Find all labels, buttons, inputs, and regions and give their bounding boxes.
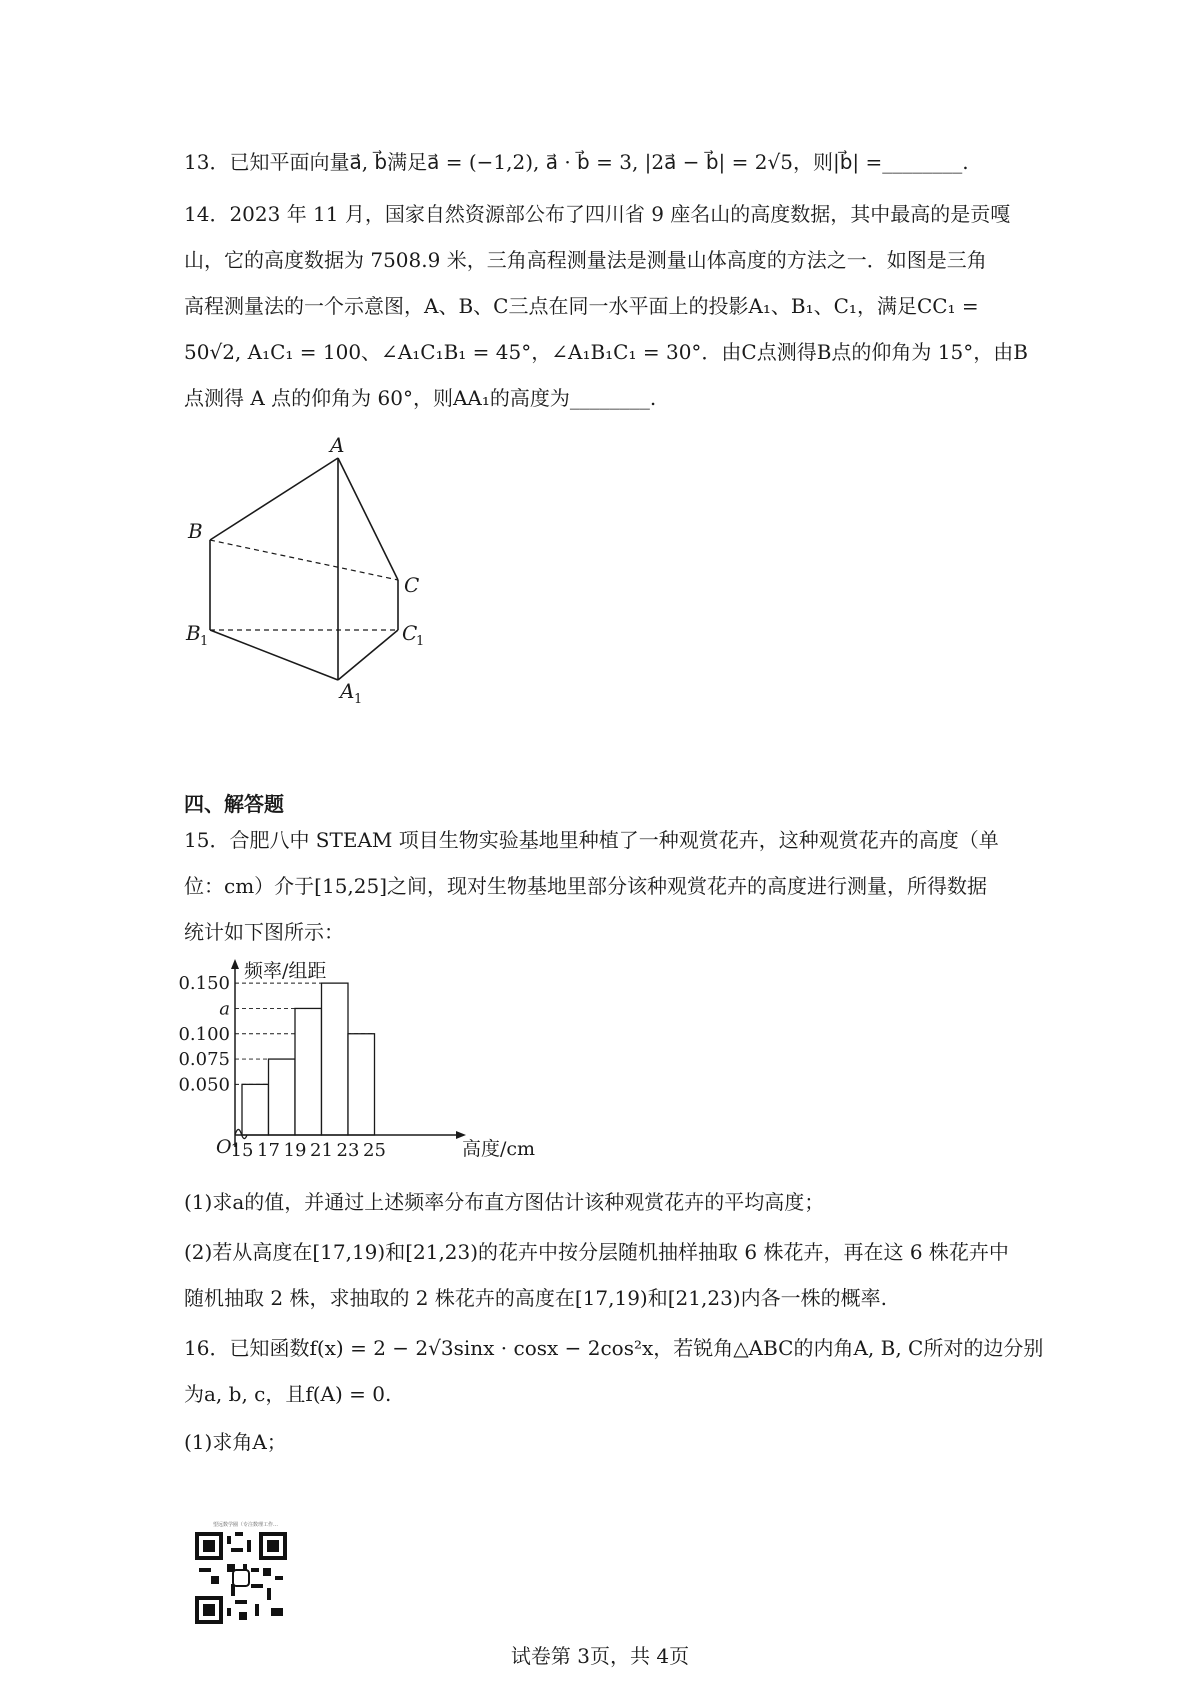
q15-line1: 15．合肥八中 STEAM 项目生物实验基地里种植了一种观赏花卉，这种观赏花卉的高度（单 xyxy=(184,828,999,852)
edge-B-C-dashed xyxy=(210,540,398,580)
q14-line4: 50√2, A₁C₁ = 100、∠A₁C₁B₁ = 45°，∠A₁B₁C₁ = 30°．由C点测得B点的仰角为 15°，由B xyxy=(184,340,1028,364)
label-B: B xyxy=(188,519,203,543)
label-C: C xyxy=(404,573,420,597)
q15-part2-line2: 随机抽取 2 株，求抽取的 2 株花卉的高度在[17,19)和[21,23)内各一株的概率. xyxy=(184,1286,887,1310)
qr-caption: 望远数学圈（专注数理工作… xyxy=(213,1522,279,1528)
q16-part1: (1)求角A； xyxy=(184,1430,287,1454)
y-tick-label: a xyxy=(219,998,230,1020)
label-A1-sub: 1 xyxy=(354,692,363,707)
edge-A-B xyxy=(210,458,338,540)
x-tick-label: 25 xyxy=(363,1140,386,1161)
q15-part1: (1)求a的值，并通过上述频率分布直方图估计该种观赏花卉的平均高度； xyxy=(184,1190,825,1214)
q15-line3: 统计如下图所示： xyxy=(184,920,344,944)
y-tick-label: 0.100 xyxy=(178,1023,230,1045)
x-axis-label: 高度/cm xyxy=(462,1138,536,1160)
qr-block xyxy=(195,1522,291,1624)
q13-line1: 13．已知平面向量a⃗, b⃗满足a⃗ = (−1,2), a⃗ · b⃗ = 3, |2a⃗ − b⃗| = 2√5，则|b⃗| =________. xyxy=(184,150,969,174)
y-axis-arrow xyxy=(231,959,239,969)
edge-A-C xyxy=(338,458,398,580)
histogram-bar xyxy=(242,1084,269,1135)
y-tick-label: 0.150 xyxy=(178,973,230,995)
q14-line2: 山，它的高度数据为 7508.9 米，三角高程测量法是测量山体高度的方法之一．如图是三角 xyxy=(184,248,987,272)
q14-line3: 高程测量法的一个示意图，A、B、C三点在同一水平面上的投影A₁、B₁、C₁，满足CC₁ = xyxy=(184,294,979,318)
q16-line1: 16．已知函数f(x) = 2 − 2√3sinx · cosx − 2cos²x，若锐角△ABC的内角A, B, C所对的边分别 xyxy=(184,1336,1044,1360)
x-tick-label: 15 xyxy=(230,1140,254,1161)
x-tick-label: 19 xyxy=(283,1140,307,1161)
label-A1: A xyxy=(340,679,355,703)
q14-line1: 14．2023 年 11 月，国家自然资源部公布了四川省 9 座名山的高度数据，其中最高的是贡嘎 xyxy=(184,202,1011,226)
label-C1-sub: 1 xyxy=(416,634,425,649)
histogram-bar xyxy=(295,1008,322,1135)
y-tick-label: 0.075 xyxy=(178,1049,230,1071)
q15-line2: 位：cm）介于[15,25]之间，现对生物基地里部分该种观赏花卉的高度进行测量，所得数据 xyxy=(184,874,988,898)
histogram-bar xyxy=(322,983,349,1135)
label-A: A xyxy=(330,433,345,457)
page-footer: 试卷第 3页，共 4页 xyxy=(510,1644,690,1668)
frequency-histogram xyxy=(178,955,536,1165)
label-B1-sub: 1 xyxy=(200,634,209,649)
qr-code-icon xyxy=(195,1532,287,1624)
histogram-bar xyxy=(269,1059,296,1135)
y-tick-label: 0.050 xyxy=(178,1074,230,1096)
histogram-bar xyxy=(348,1034,375,1135)
q15-part2-line1: (2)若从高度在[17,19)和[21,23)的花卉中按分层随机抽样抽取 6 株花卉，再在这 6 株花卉中 xyxy=(184,1240,1009,1264)
x-tick-label: 21 xyxy=(310,1140,333,1161)
q14-line5: 点测得 A 点的仰角为 60°，则AA₁的高度为________. xyxy=(184,386,657,410)
x-tick-label: 23 xyxy=(336,1140,360,1161)
q16-line2: 为a, b, c，且f(A) = 0. xyxy=(184,1382,392,1406)
edge-B1-A1 xyxy=(210,630,338,680)
label-C1: C xyxy=(402,621,418,645)
origin-label: O xyxy=(216,1136,232,1158)
q14-figure xyxy=(180,430,440,710)
y-axis-label: 频率/组距 xyxy=(244,960,327,982)
edge-C1-A1 xyxy=(338,630,398,680)
section-heading: 四、解答题 xyxy=(184,792,284,816)
x-tick-label: 17 xyxy=(257,1140,280,1161)
label-B1: B xyxy=(186,621,201,645)
